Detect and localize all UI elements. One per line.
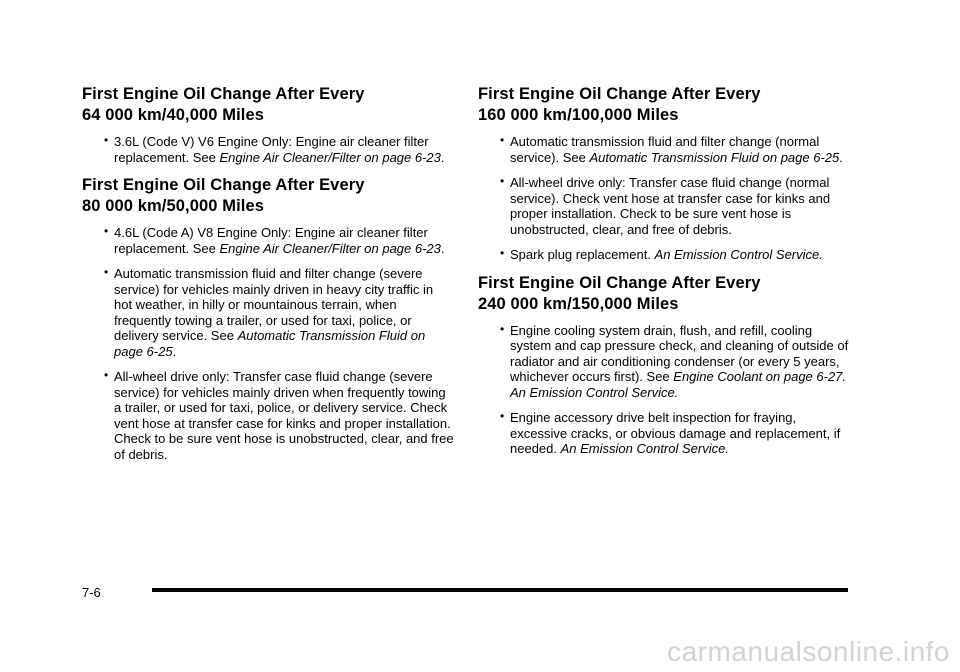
maintenance-list <box>82 134 454 165</box>
cross-reference: Automatic Transmission Fluid on page 6-25 <box>589 149 840 165</box>
cross-reference: Automatic Transmission Fluid on page 6-25 <box>114 328 426 359</box>
maintenance-list <box>478 134 850 263</box>
heading-line-2: 240 000 km/150,000 Miles <box>478 294 679 313</box>
maintenance-list <box>478 323 850 457</box>
right-column <box>478 84 850 467</box>
left-column <box>82 84 454 472</box>
list-item: • Automatic transmission fluid and filter change (normal service). See Automatic Transmission Fluid on page 6-25. <box>500 133 843 165</box>
page-number: 7-6 <box>82 585 101 600</box>
list-item: • 3.6L (Code V) V6 Engine Only: Engine air cleaner filter replacement. See Engine Air Cleaner/Filter on page 6-23. <box>104 133 445 165</box>
heading-line-2: 80 000 km/50,000 Miles <box>82 197 264 215</box>
cross-reference: Engine Air Cleaner/Filter on page 6-23 <box>219 149 441 165</box>
bullet-icon: • <box>104 368 109 382</box>
bullet-icon: • <box>500 174 505 188</box>
section-heading <box>478 84 850 126</box>
bullet-icon: • <box>500 409 505 423</box>
section-heading <box>82 175 454 217</box>
cross-reference: Engine Coolant on page 6-27. An Emission Control Service. <box>510 369 847 400</box>
bullet-icon: • <box>500 246 505 260</box>
section-80000 <box>82 175 454 462</box>
section-heading <box>82 84 454 126</box>
list-item: • All-wheel drive only: Transfer case fluid change (severe service) for vehicles mainly driven when frequently towing a trailer, or used for taxi, police, or delivery service. Check vent hose at transfer case for kinks and proper installation. Check to be sure vent hose is unobstructed, clear, and free of debris. <box>104 368 454 462</box>
cross-reference: An Emission Control Service. <box>654 247 823 262</box>
cross-reference: An Emission Control Service. <box>560 441 729 456</box>
footer-rule <box>152 588 848 592</box>
watermark: carmanualsonline.info <box>667 636 950 667</box>
section-heading <box>478 273 850 315</box>
bullet-icon: • <box>500 321 505 336</box>
cross-reference: Engine Air Cleaner/Filter on page 6-23 <box>219 240 441 256</box>
section-160000 <box>478 84 850 263</box>
list-item: • Engine accessory drive belt inspection for fraying, excessive cracks, or obvious damage and replacement, if needed. An Emission Control Service. <box>500 409 841 456</box>
heading-line-1: First Engine Oil Change After Every <box>82 85 365 103</box>
heading-line-1: First Engine Oil Change After Every <box>82 176 365 194</box>
heading-line-2: 160 000 km/100,000 Miles <box>478 106 679 124</box>
section-240000 <box>478 273 850 457</box>
heading-line-2: 64 000 km/40,000 Miles <box>82 106 264 124</box>
list-item: • Spark plug replacement. An Emission Control Service. <box>500 246 823 262</box>
list-item: • 4.6L (Code A) V8 Engine Only: Engine air cleaner filter replacement. See Engine Air Cleaner/Filter on page 6-23. <box>104 224 445 256</box>
heading-line-1: First Engine Oil Change After Every <box>478 85 761 103</box>
bullet-icon: • <box>104 224 109 238</box>
section-64000 <box>82 84 454 165</box>
list-item: • Engine cooling system drain, flush, and refill, cooling system and cap pressure check, and cleaning of outside of radiator and air conditioning condenser (or every 5 years, whichever occurs first). See Engine Coolant on page 6-27. An Emission Control Service. <box>500 321 849 400</box>
bullet-icon: • <box>104 265 109 279</box>
heading-line-1: First Engine Oil Change After Every <box>478 273 761 292</box>
bullet-icon: • <box>500 133 505 147</box>
maintenance-list <box>82 225 454 462</box>
list-item: • All-wheel drive only: Transfer case fluid change (normal service). Check vent hose at transfer case for kinks and proper installation. Check to be sure vent hose is unobstructed, clear, and free of debris. <box>500 174 831 237</box>
list-item: • Automatic transmission fluid and filter change (severe service) for vehicles mainly driven in heavy city traffic in hot weather, in hilly or mountainous terrain, when frequently towing a trailer, or used for taxi, police, or delivery service. See Automatic Transmission Fluid on page 6-25. <box>104 265 434 359</box>
bullet-icon: • <box>104 133 109 147</box>
